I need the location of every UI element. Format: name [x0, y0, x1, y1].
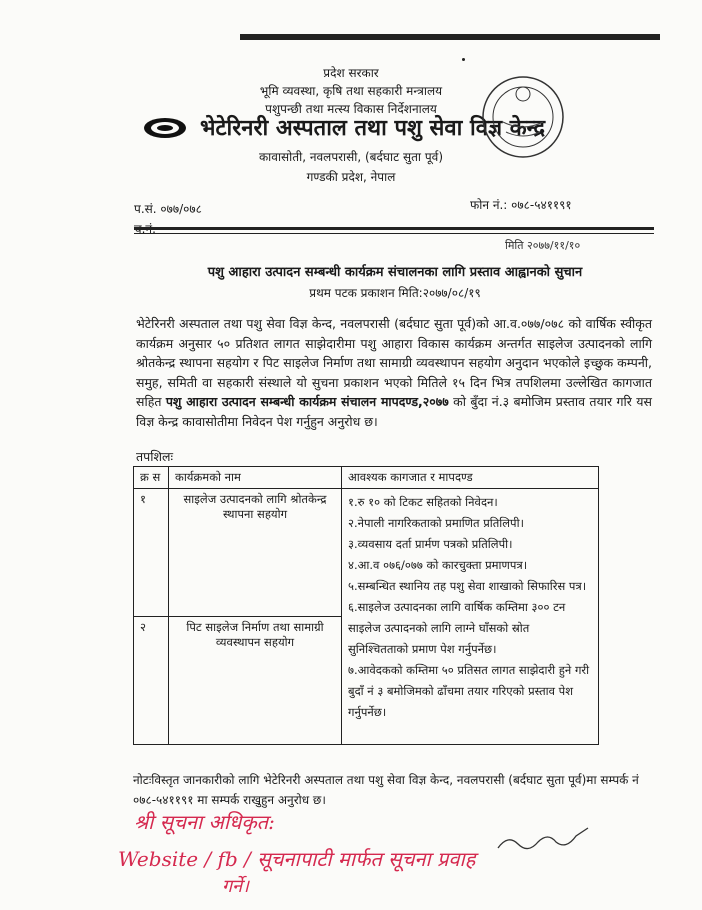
- government-emblem-icon: [142, 116, 188, 140]
- reference-number: प.सं. ०७७/०७८: [134, 202, 202, 216]
- contact-note: नोटःविस्तृत जानकारीको लागि भेटेरिनरी अस्पताल तथा पशु सेवा विज्ञ केन्द, नवलपरासी (बर्दघाट सुता पूर्व)मा सम्पर्क नं ०७८-५४११९१ मा सम्पर्क राखुहुन अनुरोध छ।: [133, 773, 639, 807]
- row-program-name: पिट साइलेज निर्माण तथा सामाग्री व्यवस्थापन सहयोग: [169, 617, 342, 745]
- schedule-label: तपशिलः: [136, 449, 173, 464]
- phone-number: फोन नं.: ०७८-५४११९१: [470, 198, 572, 212]
- header-rule-thin: [134, 233, 654, 234]
- requirement-item: १.रु १० को टिकट सहितको निवेदन।: [348, 495, 498, 509]
- header-rule-thick: [134, 227, 654, 230]
- requirements-cell: [342, 489, 599, 745]
- notice-body-text-end: को बुँदा नं.३ बमोजिम प्रस्ताव तयार गरि यस विज्ञ केन्द्र कावासोतीमा निवेदन पेश गर्नुहुन अनुरोध छ।: [136, 394, 652, 429]
- handwritten-instruction-end: गर्ने।: [222, 876, 249, 897]
- scan-dot: [462, 58, 465, 61]
- requirement-item: २.नेपाली नागरिकताको प्रमाणित प्रतिलिपी।: [348, 516, 524, 530]
- requirement-item: ३.व्यवसाय दर्ता प्रार्मण पत्रको प्रतिलिपी।: [348, 537, 513, 551]
- cell-spacer: [348, 723, 592, 741]
- row-sn: २: [134, 617, 169, 745]
- requirement-item: ६.साइलेज उत्पादनका लागि वार्षिक कम्तिमा ३०० टन साइलेज उत्पादनको लागि लाग्ने घाँसको स्रोत सुनिश्चितताको प्रमाण पेश गर्नुपर्नेछ।: [348, 600, 566, 656]
- header-line-government: प्रदेश सरकार: [323, 66, 379, 80]
- handwritten-addressee: श्री सूचना अधिकृत:: [134, 810, 275, 834]
- signature-icon: [496, 820, 596, 860]
- row-program-name: साइलेज उत्पादनको लागि श्रोतकेन्द्र स्थापना सहयोग: [169, 489, 342, 617]
- table-row: [134, 489, 599, 617]
- office-title: भेटेरिनरी अस्पताल तथा पशु सेवा विज्ञ केन्द्र: [200, 116, 546, 141]
- requirement-item: ७.आवेदकको कम्तिमा ५० प्रतिसत लागत साझेदारी हुने गरी बुदाँ नं ३ बमोजिमको ढाँचमा तयार गरिएको प्रस्ताव पेश गर्नुपर्नेछ।: [348, 663, 590, 719]
- notice-body: [136, 314, 652, 431]
- column-header-program: कार्यक्रमको नाम: [169, 467, 342, 489]
- notice-subtitle: प्रथम पटक प्रकाशन मिति:२०७७/०८/१९: [309, 286, 481, 300]
- notice-body-bold: पशु आहारा उत्पादन सम्बन्धी कार्यक्रम संचालन मापदण्ड,२०७७: [165, 394, 449, 409]
- office-address: कावासोती, नवलपरासी, (बर्दघाट सुता पूर्व): [258, 150, 444, 164]
- requirement-item: ५.सम्बन्धित स्थानिय तह पशु सेवा शाखाको सिफारिस पत्र।: [348, 579, 587, 593]
- notice-date: मिति २०७७/११/१०: [505, 239, 581, 252]
- table-header-row: [134, 467, 599, 489]
- column-header-sn: क्र स: [134, 467, 169, 489]
- handwritten-instruction: Website / fb / सूचनापाटी मार्फत सूचना प्रवाह: [118, 847, 476, 871]
- column-header-requirements: आवश्यक कागजात र मापदण्ड: [342, 467, 599, 489]
- notice-body-text: भेटेरिनरी अस्पताल तथा पशु सेवा विज्ञ केन्द, नवलपरासी (बर्दघाट सुता पूर्व)को आ.व.०७७/०७८ को वार्षिक स्वीकृत कार्यक्रम अनुसार ५० प्रतिशत लागत साझेदारीमा पशु आहारा विकास कार्यक्रम अन्तर्गत साइलेज उत्पादनको लागि श्रोतकेन्द्र स्थापना सहयोग र पिट साइलेज निर्माण तथा सामाग्री व्यवस्थापन सहयोग अनुदान भएकोले इच्छुक कम्पनी, समुह, समिती वा सहकारी संस्थाले यो सुचना प्रकाशन भएको मितिले १५ दिन भित्र तपशिलमा उल्लेखित कागजात सहित: [136, 316, 652, 409]
- schedule-table: [133, 466, 599, 745]
- top-scan-bar: [240, 34, 660, 40]
- row-sn: १: [134, 489, 169, 617]
- notice-title: पशु आहारा उत्पादन सम्बन्धी कार्यक्रम संचालनका लागि प्रस्ताव आह्वानको सुचान: [207, 265, 583, 280]
- office-province: गण्डकी प्रदेश, नेपाल: [306, 170, 396, 184]
- header-line-ministry: भूमि व्यवस्था, कृषि तथा सहकारी मन्त्रालय: [259, 84, 443, 98]
- header-line-directorate: पशुपन्छी तथा मत्स्य विकास निर्देशनालय: [265, 102, 437, 116]
- requirement-item: ४.आ.व ०७६/०७७ को कारचुक्ता प्रमाणपत्र।: [348, 558, 528, 572]
